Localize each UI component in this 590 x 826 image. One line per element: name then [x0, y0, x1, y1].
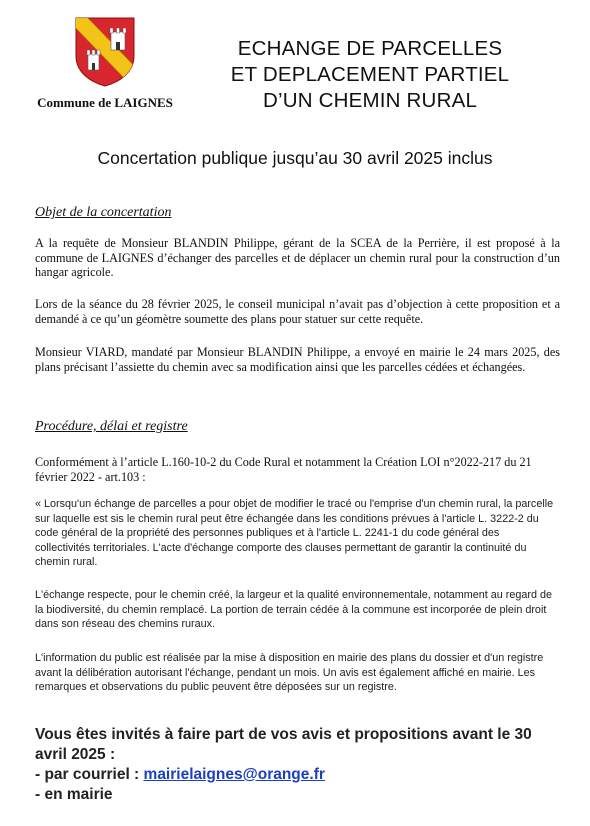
call-to-action: [35, 725, 555, 805]
commune-logo: [30, 14, 180, 114]
quoted-article: L'échange respecte, pour le chemin créé, la largeur et la qualité environnementale, notamment au regard de la biodiversité, du chemin remplacé. La portion de terrain cédée à la commune est incorporée de plein droit dans son réseau des chemins ruraux.: [35, 589, 553, 630]
commune-name: Commune de LAIGNES: [37, 95, 173, 110]
cta-email-prefix: - par courriel :: [35, 766, 144, 783]
paragraph: A la requête de Monsieur BLANDIN Philippe, gérant de la SCEA de la Perrière, il est proposé à la commune de LAIGNES d’échanger des parcelles et de déplacer un chemin rural pour la construction d’un hangar agricole.: [35, 236, 560, 279]
section-heading-objet: Objet de la concertation: [35, 205, 172, 220]
quoted-article: L'information du public est réalisée par la mise à disposition en mairie des plans du dossier et d'un registre avant la délibération autorisant l'échange, pendant un mois. Un avis est également affiché en mairie. Les remarques et observations du public peuvent être déposées sur un registre.: [35, 652, 544, 693]
coat-of-arms-icon: [74, 16, 136, 88]
title-line: ECHANGE DE PARCELLES: [237, 37, 503, 60]
section-heading-procedure: Procédure, délai et registre: [35, 419, 188, 434]
subtitle: Concertation publique jusqu’au 30 avril 2025 inclus: [97, 148, 493, 168]
cta-email-line: [35, 765, 555, 785]
title-line: ET DEPLACEMENT PARTIEL: [230, 63, 510, 86]
page-title: [200, 36, 540, 114]
email-link[interactable]: mairielaignes@orange.fr: [143, 766, 325, 783]
quoted-article: « Lorsqu'un échange de parcelles a pour objet de modifier le tracé ou l'emprise d'un chemin rural, la parcelle sur laquelle est sis le chemin rural peut être échangée dans les conditions prévues à l'article L. 3222-2 du code général de la propriété des personnes publiques et à l'article L. 2241-1 du code général des collectivités territoriales. L'acte d'échange comporte des clauses permettant de garantir la continuité du chemin rural.: [35, 498, 554, 568]
cta-mairie: - en mairie: [35, 786, 113, 803]
paragraph: Lors de la séance du 28 février 2025, le conseil municipal n’avait pas d’objection à cette proposition et a demandé à ce qu’un géomètre soumette des plans pour statuer sur cette requête.: [35, 297, 560, 326]
title-line: D’UN CHEMIN RURAL: [262, 89, 478, 112]
paragraph: Monsieur VIARD, mandaté par Monsieur BLANDIN Philippe, a envoyé en mairie le 24 mars 2025, des plans précisant l’assiette du chemin avec sa modification ainsi que les parcelles cédées et échangées.: [35, 345, 560, 374]
cta-invitation: Vous êtes invités à faire part de vos avis et propositions avant le 30 avril 2025 :: [35, 726, 532, 763]
legal-reference: Conformément à l’article L.160-10-2 du Code Rural et notamment la Création LOI n°2022-217 du 21 février 2022 - art.103 :: [35, 455, 532, 484]
